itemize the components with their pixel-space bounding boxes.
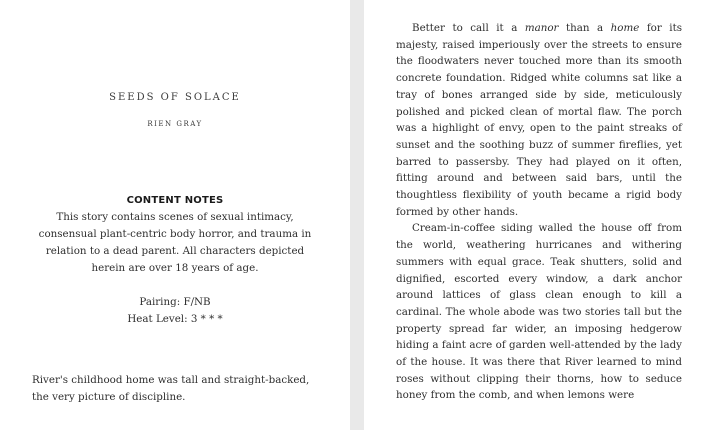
page-gutter xyxy=(350,0,364,430)
body-text xyxy=(396,20,682,404)
paragraph-1-end: for its majesty, raised imperiously over the streets to ensure the floodwaters never touched more than its smooth concrete foundation. Ridged white columns sat like a tray of bones arranged side by side, meticulously polished and picked clean of mortal flaw. The porch was a highlight of envy, open to the paint streaks of sunset and the soothing buzz of summer fireflies, yet barred to passersby. They had played on it often, fitting around and between said bars, until the thoughtless flexibility of youth became a rigid body formed by other hands. xyxy=(396,22,682,218)
right-page[interactable] xyxy=(364,0,714,430)
left-page[interactable] xyxy=(0,0,350,430)
paragraph-2: Cream-in-coffee siding walled the house off from the world, weathering hurricanes and withering summers with equal grace. Teak shutters, solid and dignified, escorted every window, a dark anchor around lattices of glass clean enough to kill a cardinal. The whole abode was two stories tall but the property spread far wider, an imposing hedgerow hiding a faint acre of garden well-attended by the lady of the house. It was there that River learned to mind roses without clipping their thorns, how to seduce honey from the comb, and when lemons were xyxy=(396,222,682,402)
paragraph-1-start: Better to call it a xyxy=(412,22,525,34)
book-title: SEEDS OF SOLACE xyxy=(109,92,241,103)
emphasis-manor: manor xyxy=(524,22,559,34)
content-notes-body: This story contains scenes of sexual intimacy, consensual plant-centric body horror, and trauma in relation to a dead parent. All characters depicted herein are over 18 years of age. xyxy=(38,211,312,274)
paragraph-1-mid: than a xyxy=(558,22,611,34)
content-notes-heading: CONTENT NOTES xyxy=(126,195,224,206)
emphasis-home: home xyxy=(610,22,640,34)
book-author: RIEN GRAY xyxy=(147,120,203,128)
opening-paragraph: River's childhood home was tall and straight-backed, the very picture of discipline. xyxy=(32,374,310,403)
content-notes xyxy=(28,192,322,328)
paragraph-1 xyxy=(396,20,682,220)
pairing-label: Pairing: F/NB xyxy=(139,296,211,308)
heat-level-label: Heat Level: 3 * * * xyxy=(127,313,223,325)
